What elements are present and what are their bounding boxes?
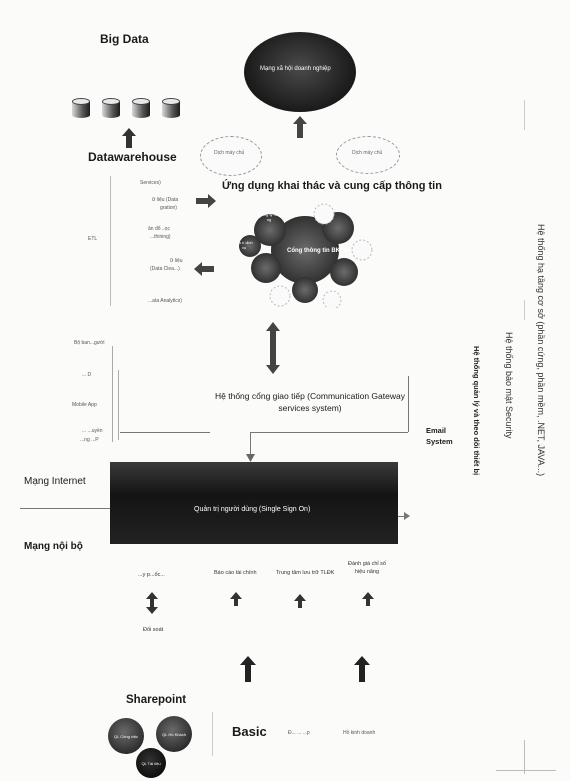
left-list-item: ...ng ...P <box>80 437 99 443</box>
dw-item: ...thining) <box>150 234 171 240</box>
dw-item: ...ata Analytics) <box>148 298 182 304</box>
portal-node-label: Mạ n dịch vụ <box>235 240 253 250</box>
sharepoint-module-circle: QL Hồ Khách <box>156 716 192 752</box>
module-label: Đánh giá chỉ số hiệu năng <box>348 561 386 575</box>
module-label: Báo cáo tài chính <box>214 570 257 576</box>
gateway-connector <box>250 432 408 433</box>
database-icon <box>132 98 150 120</box>
arrow-up-icon <box>122 128 136 148</box>
side-divider <box>524 300 525 320</box>
side-divider <box>524 100 525 130</box>
dw-item: ữ liệu (Data <box>152 197 179 203</box>
sso-band <box>110 462 398 544</box>
security-system-label: Hệ thống bảo mật Security <box>504 332 514 439</box>
arrow-up-icon <box>230 592 242 606</box>
cloud-server-label: Dịch máy chủ <box>214 150 245 156</box>
apps-title: Ứng dụng khai thác và cung cấp thông tin <box>222 180 442 192</box>
arrow-updown-icon <box>146 592 158 614</box>
arrow-right-icon <box>196 194 216 208</box>
arrow-down-icon <box>246 454 255 462</box>
portal-node-label: Công ty mạ ng <box>258 212 280 222</box>
arrow-left-icon <box>194 262 214 276</box>
module-label: ...y p...ốc... <box>138 572 165 578</box>
side-divider <box>524 740 525 774</box>
email-system-label: Email System <box>426 426 453 446</box>
portal-label: Cổng thông tin BKĐĐ <box>287 248 349 254</box>
social-network-node <box>244 32 356 112</box>
basic-item: Đ... ... ...p <box>288 730 310 736</box>
arrow-up-icon <box>240 656 256 682</box>
basic-title: Basic <box>232 724 267 739</box>
left-list-item: Mobile App <box>72 402 97 408</box>
infra-system-label: Hệ thống hạ tầng cơ sở (phần cứng, phần mềm, .NET, JAVA...) <box>536 224 546 477</box>
side-divider <box>496 770 556 771</box>
dw-bracket <box>110 176 111 306</box>
network-line <box>20 508 110 509</box>
left-list-item: Bộ ban...gười <box>74 340 105 346</box>
left-list-item: ... D <box>82 372 92 378</box>
arrow-right-icon <box>404 512 410 520</box>
module-label: Trung tâm lưu trữ TLĐK <box>276 570 335 576</box>
left-list-line <box>112 346 113 442</box>
reconcile-label: Đối soát <box>143 627 164 633</box>
dw-item: (Data Clea...) <box>150 266 180 272</box>
arrow-updown-icon <box>266 322 280 374</box>
dw-item: ETL <box>88 236 98 242</box>
intranet-label: Mạng nội bộ <box>24 541 83 552</box>
sharepoint-module-circle: QL Tài liệu <box>136 748 166 778</box>
dw-item: ân đổ ..ọc <box>148 226 170 232</box>
gateway-label: Hệ thống cổng giao tiếp (Communication Gateway services system) <box>215 391 405 413</box>
sharepoint-module-circle: QL Công việc <box>108 718 144 754</box>
dw-item: Services) <box>140 180 161 186</box>
left-list-line <box>118 370 119 440</box>
basic-item: Hồ kinh doanh <box>343 730 376 736</box>
arrow-up-icon <box>293 116 307 138</box>
social-network-label: Mạng xã hội doanh nghiệp <box>260 66 331 72</box>
cloud-server-left <box>200 136 262 176</box>
datawarehouse-title: Datawarehouse <box>88 150 177 164</box>
database-icon <box>102 98 120 120</box>
internet-label: Mạng Internet <box>24 476 86 487</box>
left-list-item: ... ...uyền <box>82 428 103 434</box>
dw-item: ữ liệu <box>170 258 183 264</box>
dw-item: gration) <box>160 205 177 211</box>
cloud-server-label: Dịch máy chủ <box>352 150 383 156</box>
database-icon <box>162 98 180 120</box>
gateway-connector <box>408 376 409 432</box>
arrow-up-icon <box>354 656 370 682</box>
sso-label: Quản trị người dùng (Single Sign On) <box>194 506 311 513</box>
basic-divider <box>212 712 213 756</box>
big-data-title: Big Data <box>100 32 149 46</box>
arrow-up-icon <box>294 594 306 608</box>
database-icon <box>72 98 90 120</box>
gateway-connector <box>120 432 210 433</box>
sharepoint-title: Sharepoint <box>126 694 187 706</box>
device-management-label: Hệ thống quản lý và theo dõi thiết bị <box>472 346 481 476</box>
arrow-up-icon <box>362 592 374 606</box>
